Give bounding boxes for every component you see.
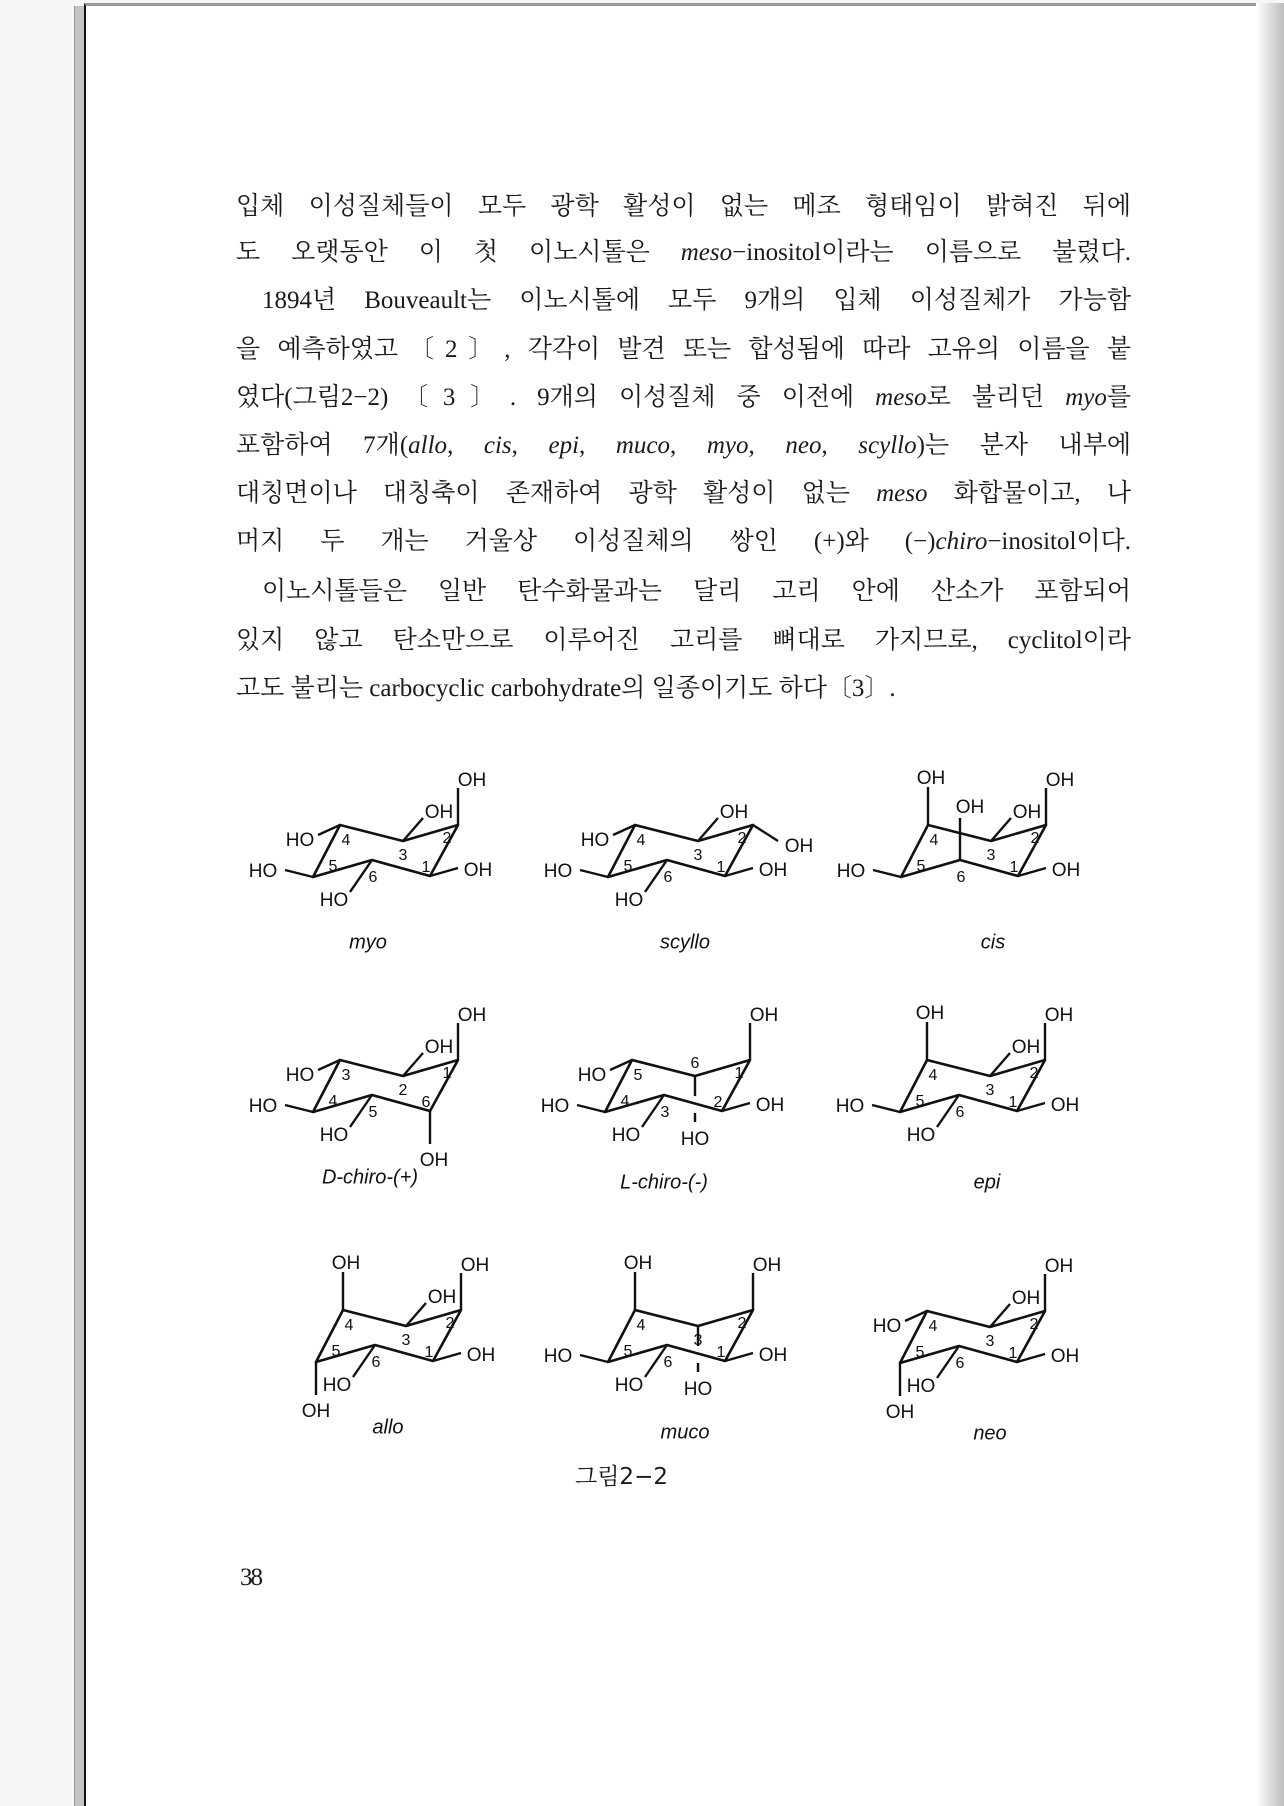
substituent-label: OH (755, 1095, 785, 1117)
isomer-name: scyllo (659, 931, 711, 954)
italic-term: allo (408, 432, 448, 459)
carbon-number: 5 (633, 1067, 643, 1085)
carbon-number: 3 (985, 1082, 995, 1100)
substituent-label: OH (758, 860, 788, 882)
text-segment: 고도 불리는 carbocyclic carbohydrate의 일종이기도 하다〔3〕. (236, 675, 896, 702)
carbon-number: 4 (636, 832, 646, 850)
substituent-label: HO (577, 1065, 607, 1087)
carbon-number: 5 (328, 858, 338, 876)
substituent-label: HO (540, 1096, 570, 1118)
italic-term: meso (876, 480, 928, 507)
substituent-label: OH (784, 836, 814, 858)
text-segment: 로 불리던 (926, 384, 1066, 411)
structure-dchiro (249, 1005, 487, 1188)
substituent-label: HO (906, 1376, 936, 1398)
isomer-name: allo (372, 1416, 404, 1439)
bond (580, 1355, 608, 1362)
substituent-label: HO (543, 1346, 573, 1368)
substituent-label: HO (319, 1125, 349, 1147)
carbon-number: 3 (398, 847, 408, 865)
carbon-number: 1 (442, 1065, 452, 1083)
structure-neo (873, 1256, 1080, 1444)
carbon-number: 6 (690, 1055, 700, 1073)
text-segment: 포함하여 7개( (236, 432, 409, 459)
substituent-label: HO (285, 1065, 315, 1087)
structure-allo (302, 1253, 496, 1438)
substituent-label: OH (424, 802, 454, 824)
substituent-label: HO (614, 1375, 644, 1397)
text-segment: 이노시톨들은 일반 탄수화물과는 달리 고리 안에 산소가 포함되어 (262, 578, 1131, 605)
text-segment: , (748, 432, 786, 459)
text-segment: 을 예측하였고〔2〕, 각각이 발견 또는 합성됨에 따라 고유의 이름을 붙 (236, 336, 1131, 363)
carbon-number: 4 (636, 1317, 646, 1335)
carbon-number: 6 (663, 1354, 673, 1372)
text-segment: 를 (1106, 384, 1131, 411)
substituent-label: HO (285, 830, 315, 852)
carbon-number: 2 (442, 830, 452, 848)
carbon-number: 1 (716, 859, 726, 877)
substituent-label: OH (1050, 1095, 1080, 1117)
substituent-label: HO (319, 890, 349, 912)
carbon-number: 3 (985, 1333, 995, 1351)
italic-term: myo (706, 432, 749, 459)
bond (580, 870, 608, 877)
carbon-number: 2 (445, 1315, 455, 1333)
carbon-number: 6 (956, 869, 966, 887)
carbon-number: 2 (1029, 1316, 1039, 1334)
carbon-number: 6 (955, 1104, 965, 1122)
carbon-number: 2 (737, 830, 747, 848)
text-segment: , (447, 432, 484, 459)
carbon-number: 5 (623, 1343, 633, 1361)
substituent-label: OH (916, 768, 946, 790)
text-segment: 화합물이고, 나 (927, 480, 1131, 507)
carbon-number: 3 (401, 1332, 411, 1350)
carbon-number: 1 (421, 859, 431, 877)
carbon-number: 6 (955, 1355, 965, 1373)
carbon-number: 6 (663, 869, 673, 887)
substituent-label: OH (419, 1150, 449, 1172)
carbon-number: 1 (1008, 1345, 1018, 1363)
substituent-label: OH (885, 1402, 915, 1424)
carbon-number: 4 (928, 1318, 938, 1336)
text-segment: , (670, 432, 707, 459)
substituent-label: HO (248, 1096, 278, 1118)
carbon-number: 5 (915, 1344, 925, 1362)
substituent-label: OH (424, 1037, 454, 1059)
structure-lchiro (541, 1005, 785, 1193)
substituent-label: OH (1044, 1005, 1074, 1027)
carbon-number: 1 (1008, 1094, 1018, 1112)
substituent-label: OH (623, 1253, 653, 1275)
substituent-label: OH (1044, 1256, 1074, 1278)
text-segment: 였다(그림2−2)〔3〕. 9개의 이성질체 중 이전에 (236, 384, 876, 411)
substituent-label: OH (1011, 1037, 1041, 1059)
bond (577, 1105, 605, 1112)
substituent-label: OH (752, 1255, 782, 1277)
bond (873, 870, 901, 877)
carbon-number: 6 (368, 869, 378, 887)
carbon-number: 5 (331, 1343, 341, 1361)
substituent-label: OH (749, 1005, 779, 1027)
structure-myo (249, 770, 493, 953)
substituent-label: OH (463, 860, 493, 882)
substituent-label: OH (301, 1401, 331, 1423)
italic-term: myo (1065, 384, 1107, 411)
substituent-label: OH (1051, 860, 1081, 882)
substituent-label: OH (758, 1345, 788, 1367)
carbon-number: 4 (341, 832, 351, 850)
text-segment: 있지 않고 탄소만으로 이루어진 고리를 뼈대로 가지므로, cyclitol이라 (236, 627, 1131, 654)
isomer-name: muco (660, 1421, 710, 1444)
carbon-number: 6 (421, 1094, 431, 1112)
italic-term: cis (483, 432, 512, 459)
carbon-number: 2 (713, 1094, 723, 1112)
text-segment: −inositol이라는 이름으로 불렸다. (732, 239, 1131, 266)
substituent-label: OH (460, 1255, 490, 1277)
carbon-number: 1 (1009, 859, 1019, 877)
carbon-number: 4 (620, 1093, 630, 1111)
text-segment: 대칭면이나 대칭축이 존재하여 광학 활성이 없는 (236, 480, 877, 507)
substituent-label: HO (683, 1379, 713, 1401)
italic-term: meso (875, 384, 927, 411)
carbon-number: 3 (693, 847, 703, 865)
text-segment: )는 분자 내부에 (916, 432, 1131, 459)
text-segment: , (821, 432, 859, 459)
page-number: 38 (240, 1564, 261, 1591)
carbon-number: 3 (693, 1332, 703, 1350)
substituent-label: OH (915, 1003, 945, 1025)
substituent-label: OH (457, 770, 487, 792)
substituent-label: HO (614, 890, 644, 912)
carbon-number: 2 (398, 1082, 408, 1100)
isomer-name: neo (973, 1422, 1007, 1445)
carbon-number: 4 (929, 832, 939, 850)
carbon-number: 2 (1029, 1065, 1039, 1083)
isomer-name: cis (980, 931, 1006, 954)
substituent-label: HO (543, 861, 573, 883)
carbon-number: 3 (341, 1067, 351, 1085)
carbon-number: 4 (328, 1093, 338, 1111)
isomer-name: L-chiro-(-) (620, 1171, 708, 1194)
text-segment: 머지 두 개는 거울상 이성질체의 쌍인 (+)와 (−) (236, 528, 936, 555)
substituent-label: HO (872, 1316, 902, 1338)
substituent-label: HO (248, 861, 278, 883)
text-segment: 도 오랫동안 이 첫 이노시톨은 (236, 239, 681, 266)
carbon-number: 2 (737, 1315, 747, 1333)
substituent-label: OH (1012, 802, 1042, 824)
substituent-label: OH (719, 802, 749, 824)
structure-scyllo (544, 802, 814, 953)
italic-term: epi (548, 432, 580, 459)
carbon-number: 1 (716, 1344, 726, 1362)
carbon-number: 5 (368, 1104, 378, 1122)
carbon-number: 4 (344, 1317, 354, 1335)
carbon-number: 5 (915, 1093, 925, 1111)
carbon-number: 5 (916, 858, 926, 876)
substituent-label: HO (680, 1129, 710, 1151)
substituent-label: OH (1011, 1288, 1041, 1310)
substituent-label: OH (1050, 1346, 1080, 1368)
carbon-number: 3 (986, 847, 996, 865)
substituent-label: OH (427, 1287, 457, 1309)
carbon-number: 1 (734, 1065, 744, 1083)
text-segment: −inositol이다. (987, 528, 1131, 555)
bond (285, 870, 313, 877)
structure-epi (836, 1003, 1080, 1193)
substituent-label: HO (836, 861, 866, 883)
text-segment: , (511, 432, 549, 459)
substituent-label: HO (322, 1375, 352, 1397)
carbon-number: 5 (623, 858, 633, 876)
bond (872, 1105, 900, 1112)
substituent-label: OH (331, 1253, 361, 1275)
structure-cis (837, 768, 1081, 953)
carbon-number: 6 (371, 1354, 381, 1372)
substituent-label: OH (466, 1345, 496, 1367)
text-segment: 1894년 Bouveault는 이노시톨에 모두 9개의 입체 이성질체가 가능함 (262, 287, 1131, 314)
substituent-label: OH (1045, 770, 1075, 792)
substituent-label: HO (906, 1125, 936, 1147)
italic-term: meso (680, 239, 733, 266)
substituent-label: OH (955, 797, 985, 819)
carbon-number: 3 (660, 1104, 670, 1122)
structure-muco (544, 1253, 788, 1443)
italic-term: muco (615, 432, 671, 459)
bond (285, 1105, 313, 1112)
substituent-label: OH (457, 1005, 487, 1027)
bond (753, 825, 778, 841)
substituent-label: HO (580, 830, 610, 852)
text-segment: , (579, 432, 616, 459)
substituent-label: HO (835, 1096, 865, 1118)
italic-term: neo (785, 432, 822, 459)
italic-term: chiro (935, 528, 988, 555)
figure-caption: 그림2−2 (575, 1464, 668, 1490)
carbon-number: 2 (1030, 830, 1040, 848)
isomer-name: D-chiro-(+) (321, 1166, 419, 1189)
carbon-number: 4 (928, 1067, 938, 1085)
isomer-name: myo (349, 931, 387, 954)
substituent-label: HO (611, 1125, 641, 1147)
isomer-name: epi (973, 1171, 1001, 1194)
carbon-number: 1 (424, 1344, 434, 1362)
italic-term: scyllo (858, 432, 917, 459)
text-segment: 입체 이성질체들이 모두 광학 활성이 없는 메조 형태임이 밝혀진 뒤에 (236, 193, 1131, 220)
